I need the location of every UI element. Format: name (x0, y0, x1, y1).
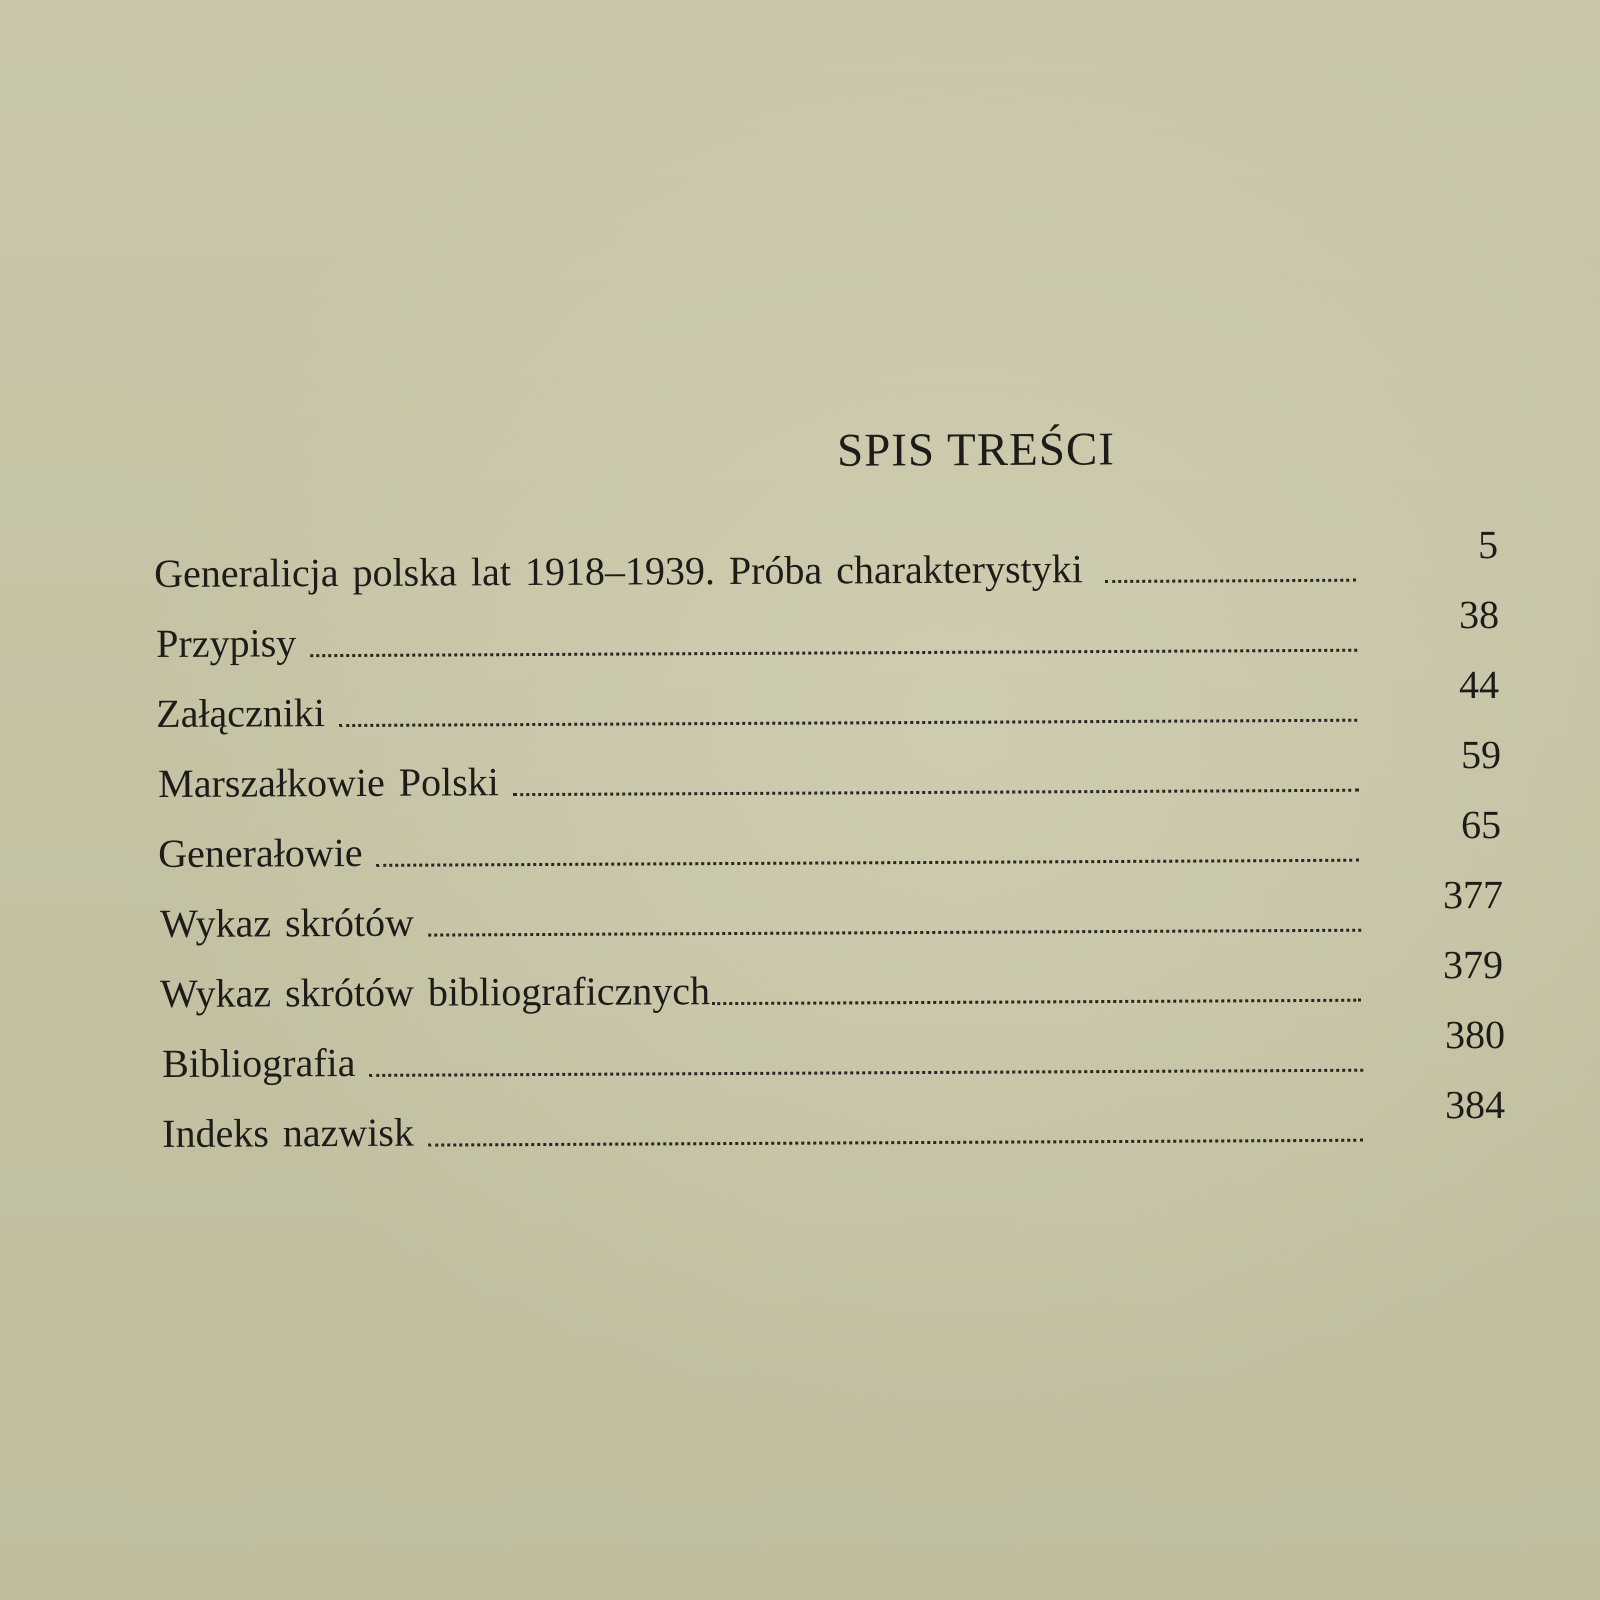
toc-entry-page-number: 5 (1477, 521, 1499, 568)
toc-entry-main (160, 882, 1371, 944)
toc-entry-page-number: 379 (1442, 941, 1504, 988)
toc-entry-label: Załączniki (156, 690, 326, 736)
dot-leader (1105, 579, 1356, 583)
toc-entry-main (158, 812, 1369, 874)
toc-title: SPIS TREŚCI (836, 423, 1116, 477)
toc-entry (158, 731, 1502, 806)
toc-entry-page-number: 38 (1458, 591, 1500, 638)
toc-entry-label: Indeks nazwisk (162, 1109, 415, 1156)
toc-entry-label: Wykaz skrótów (160, 899, 415, 946)
dot-leader (428, 929, 1361, 937)
dot-leader (513, 789, 1359, 796)
toc-entry-main (162, 1022, 1373, 1084)
toc-entry-label: Generałowie (158, 829, 363, 876)
toc-entry-main (160, 952, 1371, 1014)
toc-entry-main (156, 602, 1367, 664)
toc-entry-label: Przypisy (156, 620, 297, 666)
toc-entry-label: Wykaz skrótów bibliograficznych (160, 968, 711, 1016)
dot-leader (428, 1139, 1363, 1147)
toc-entry (158, 801, 1502, 876)
toc-entry-label: Bibliografia (162, 1039, 356, 1086)
toc-entry-page-number: 377 (1442, 871, 1504, 918)
toc-entry (162, 1011, 1506, 1086)
dot-leader (712, 999, 1361, 1005)
dot-leader (310, 649, 1357, 657)
toc-entry-page-number: 59 (1460, 731, 1502, 778)
toc-entry-page-number: 384 (1444, 1081, 1506, 1128)
toc-entry-main (154, 532, 1366, 594)
toc-entry (160, 941, 1504, 1016)
toc-entry-label: Marszałkowie Polski (158, 759, 499, 806)
toc-entry-main (156, 672, 1367, 734)
toc-entry (162, 1081, 1507, 1156)
toc-entry-label: Generalicja polska lat 1918–1939. Próba charakterystyki (154, 546, 1083, 596)
toc-entry (154, 521, 1499, 596)
dot-leader (370, 1069, 1364, 1077)
toc-entry-page-number: 380 (1444, 1011, 1506, 1058)
toc-entry-main (162, 1092, 1373, 1154)
toc-entry (156, 591, 1500, 666)
toc-entry-page-number: 44 (1458, 661, 1500, 708)
toc-entry-main (158, 742, 1369, 804)
toc-entry (156, 661, 1500, 736)
toc-entry-page-number: 65 (1460, 801, 1502, 848)
toc-entry (160, 871, 1504, 946)
dot-leader (377, 859, 1360, 867)
dot-leader (339, 719, 1357, 727)
